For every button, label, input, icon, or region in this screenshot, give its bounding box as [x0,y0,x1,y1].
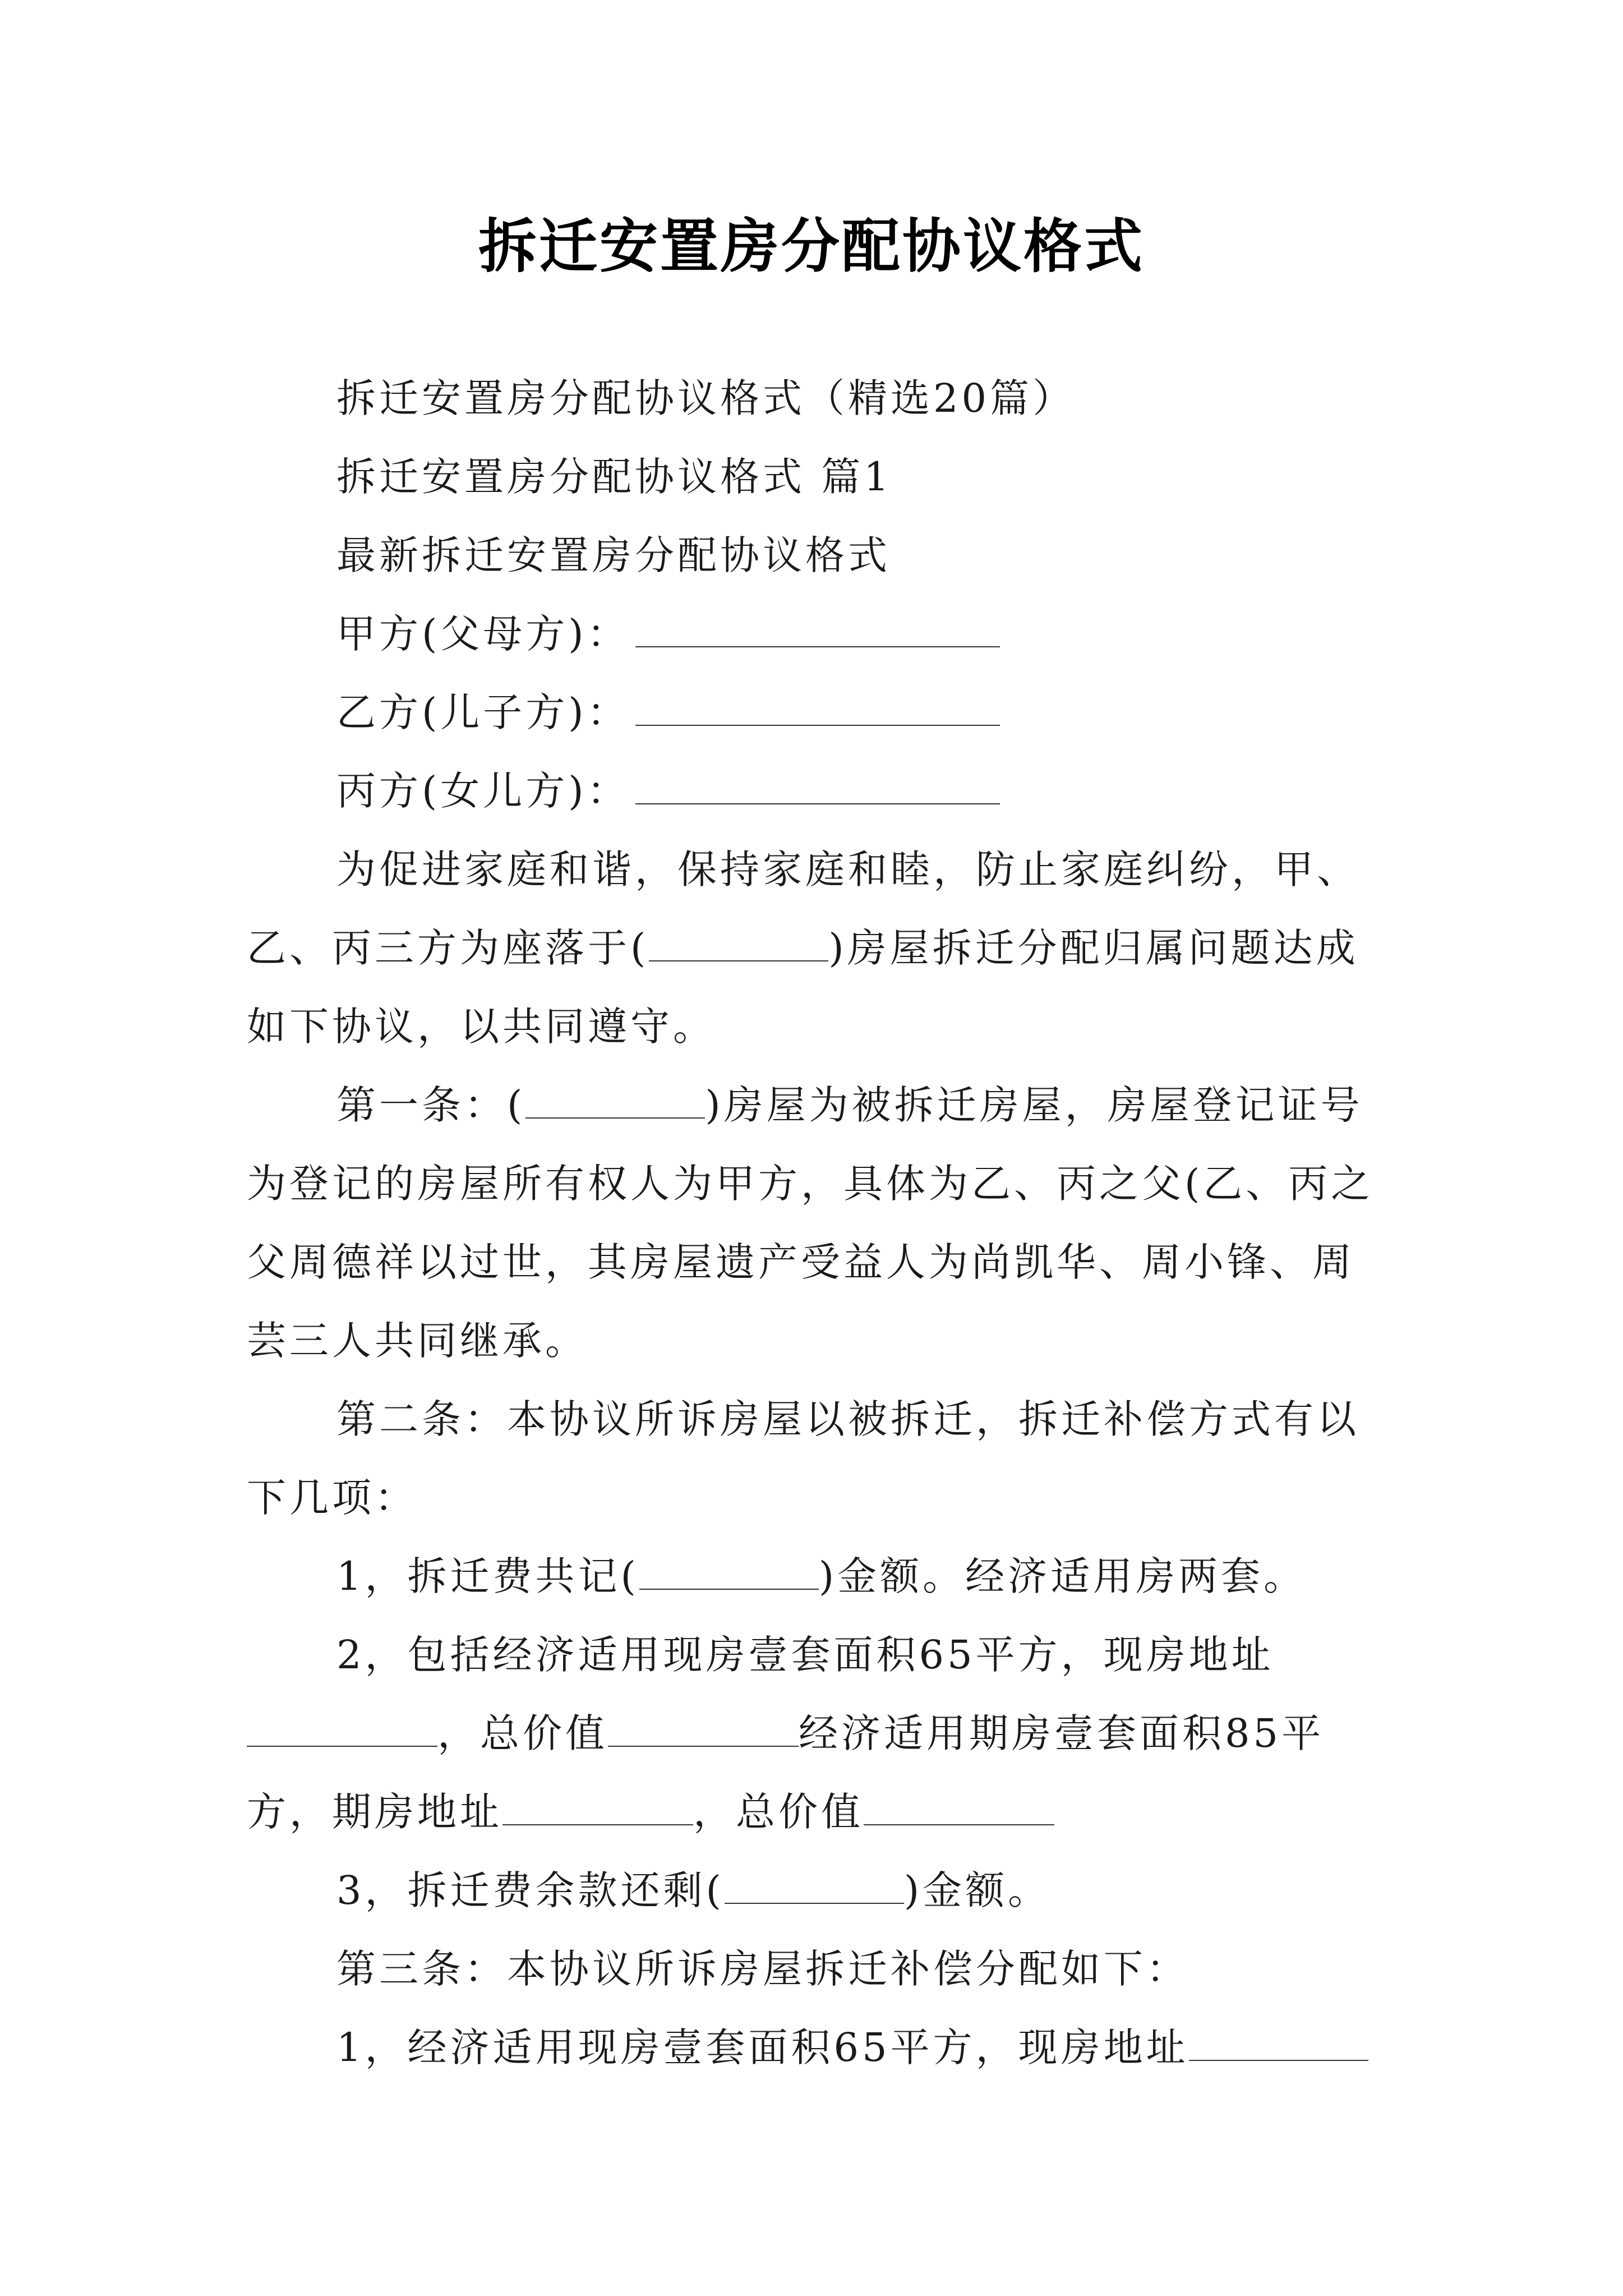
item-3-paragraph [247,1851,1391,1930]
document-title: 拆迁安置房分配协议格式 [478,212,1145,280]
heading-text: 最新拆迁安置房分配协议格式 [336,532,891,578]
address-blank [649,924,828,961]
party-a-line [247,595,1391,673]
item-1-text-1: 1，拆迁费共记( [336,1553,639,1599]
item-1-paragraph [247,1537,1391,1616]
item-1-text-2: )金额。经济适用房两套。 [818,1553,1307,1599]
item-2-text-4: ，总价值 [693,1789,864,1835]
item-2-address-blank [247,1710,437,1747]
item-1-blank [639,1553,819,1590]
party-b-label: 乙方(儿子方)： [336,689,630,735]
party-c-label: 丙方(女儿方)： [336,768,630,814]
party-a-blank [635,610,1000,647]
article-1-text-1: 第一条：( [336,1082,526,1128]
item-2-value-blank [608,1710,799,1747]
article-3-text: 第三条：本协议所诉房屋拆迁补偿分配如下： [336,1946,1189,1992]
heading-line [247,516,1391,595]
item-2-future-value-blank [864,1788,1054,1825]
item-3-blank [725,1867,904,1904]
item-2-text-2: ，总价值 [437,1710,608,1756]
chapter-text: 拆迁安置房分配协议格式 篇1 [336,454,892,500]
item-2-paragraph [247,1616,1391,1851]
subtitle-text: 拆迁安置房分配协议格式（精选20篇） [336,375,1076,421]
party-a-label: 甲方(父母方)： [336,611,630,657]
party-b-line [247,673,1391,752]
item-2-text-3: 经济适用期房壹套面积85平方，期房地址 [247,1710,1325,1835]
intro-text-1: 为促进家庭和谐，保持家庭和睦，防止家庭纠纷，甲、乙、丙三方为座落于( [247,846,1359,971]
item-2-future-address-blank [502,1788,693,1825]
chapter-line [247,438,1391,516]
intro-paragraph [247,830,1391,1066]
article-1-paragraph [247,1066,1391,1380]
article-2-text: 第二条：本协议所诉房屋以被拆迁，拆迁补偿方式有以下几项： [247,1396,1359,1521]
item-3-text-2: )金额。 [903,1867,1051,1913]
item-2-text-1: 2，包括经济适用现房壹套面积65平方，现房地址 [336,1632,1274,1678]
allocation-1-text: 1，经济适用现房壹套面积65平方，现房地址 [336,2024,1189,2070]
item-3-text-1: 3，拆迁费余款还剩( [336,1867,725,1913]
subtitle-line [247,359,1391,438]
allocation-1-blank [1189,2024,1368,2061]
allocation-1-paragraph [247,2008,1391,2087]
article-3-paragraph [247,1930,1391,2008]
article-2-paragraph [247,1380,1391,1537]
party-b-blank [635,689,1000,726]
intro-text-2: )房屋拆迁分配归属问题达成如下协议，以共同遵守。 [247,925,1359,1050]
party-c-line [247,752,1391,830]
article-1-text-2: )房屋为被拆迁房屋，房屋登记证号为登记的房屋所有权人为甲方，具体为乙、丙之父(乙、丙之父周德祥以过世，其房屋遗产受益人为尚凯华、周小锋、周芸三人共同继承。 [247,1082,1374,1364]
article-1-blank [525,1082,705,1119]
party-c-blank [635,767,1000,804]
document-body [247,359,1391,2087]
